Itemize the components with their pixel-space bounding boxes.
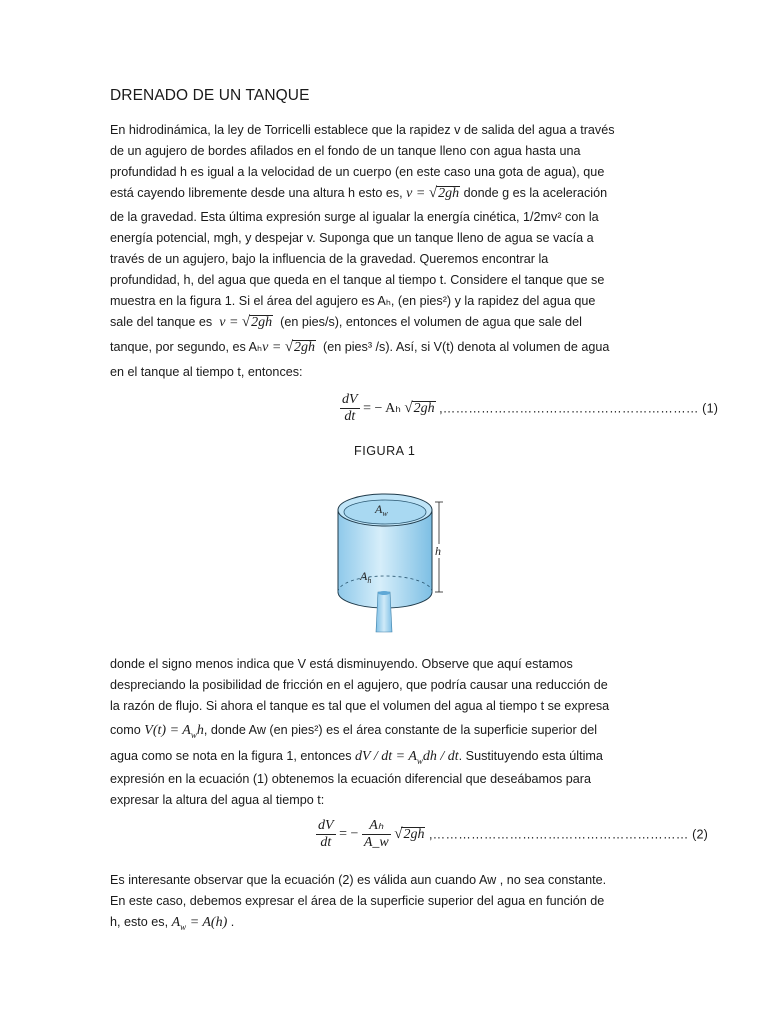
text-line: través de un agujero, bajo la influencia de la gravedad. Queremos encontrar la [110,252,549,266]
hole-area-label: $A_h$ [360,569,372,585]
height-label: h [435,544,441,558]
text-line: donde el signo menos indica que V está disminuyendo. Observe que aquí estamos [110,657,573,671]
water-stream [376,592,392,632]
text-line: expresar la altura del agua al tiempo t: [110,793,325,807]
equation-2: $\frac{dV}{dt}$ = − $\frac{\text{Aₕ}}{A\_w}$ √2gh ,…………………………………………………… (2) [318,818,709,850]
equation-number: (1) [702,401,719,416]
text-line: de un agujero de bordes afilados en el fondo de un tanque lleno con agua hasta una [110,144,581,158]
text-line: agua como se nota en la figura 1, entonces dV / dt = $A_wdh$ / dt. Sustituyendo esta última [110,749,603,766]
text-line: está cayendo libremente desde una altura h esto es, v = √2gh donde g es la aceleración [110,185,608,201]
text-line: como $V(t) = A_wh$, donde Aw (en pies²) es el área constante de la superficie superior del [110,723,598,740]
text-line: expresión en la ecuación (1) obtenemos la ecuación diferencial que deseábamos para [110,772,591,786]
text-line: profundidad, h, del agua que queda en el tanque al tiempo t. Considere el tanque que se [110,273,605,287]
text-line: energía potencial, mgh, y despejar v. Suponga que un tanque lleno de agua se vacía a [110,231,594,245]
text-line: h, esto es, $A_w = A(h)$ . [110,915,235,932]
text-line: de la gravedad. Esta última expresión surge al igualar la energía cinética, 1/2mv² con la [110,210,599,224]
text-line: despreciando la posibilidad de fricción en el agujero, que podría causar una reducción de [110,678,608,692]
text-line: en el tanque al tiempo t, entonces: [110,365,303,379]
figure-caption: FIGURA 1 [354,444,416,458]
torricelli-formula: v = √2gh [406,185,460,201]
fraction-dv-dt: $\frac{dV}{dt}$ [342,392,358,424]
equation-1: $\frac{dV}{dt}$ = − Aₕ √2gh ,…………………………………………………… (1) [342,392,719,424]
paragraph-explanation [110,654,658,811]
paragraph-intro [110,120,658,383]
tank-figure [330,482,460,642]
text-line: la razón de flujo. Si ahora el tanque es tal que el volumen del agua al tiempo t se expresa [110,699,610,713]
top-area-label: $A_w$ [375,502,388,518]
text-line: muestra en la figura 1. Si el área del agujero es Aₕ, (en pies²) y la rapidez del agua que [110,294,596,308]
text-line: tanque, por segundo, es Aₕv = √2gh (en pies³ /s). Así, si V(t) denota al volumen de agua [110,339,610,355]
text-line: sale del tanque es v = √2gh (en pies/s), entonces el volumen de agua que sale del [110,314,582,330]
text-line: En hidrodinámica, la ley de Torricelli establece que la rapidez v de salida del agua a través [110,123,615,137]
text-line: Es interesante observar que la ecuación (2) es válida aun cuando Aw , no sea constante. [110,873,607,887]
paragraph-closing [110,870,658,938]
page-title: DRENADO DE UN TANQUE [110,87,310,104]
text-line: En este caso, debemos expresar el área de la superficie superior del agua en función de [110,894,605,908]
text-line: profundidad h es igual a la velocidad de un cuerpo (en este caso una gota de agua), que [110,165,605,179]
equation-number: (2) [692,827,709,842]
